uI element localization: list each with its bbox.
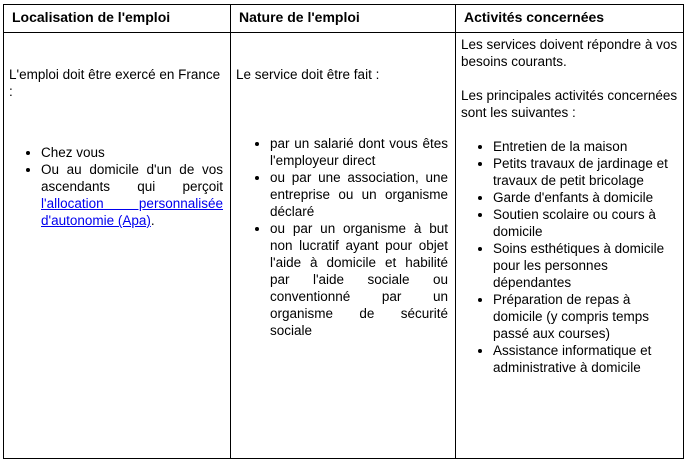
cell-activites xyxy=(456,33,684,459)
list-item-soins: • Soins esthétiques à domicile pour les personnes dépendantes xyxy=(493,240,678,291)
list-item-chez-vous: • Chez vous xyxy=(41,144,223,161)
apa-link[interactable]: l'allocation personnalisée d'autonomie (Apa) xyxy=(41,196,223,228)
header-localisation: Localisation de l'emploi xyxy=(4,5,231,33)
list-item-organisme: • ou par un organisme à but non lucratif ayant pour objet l'aide à domicile et habilité par l'aide sociale ou conventionné par un organisme de sécurité sociale xyxy=(270,220,448,339)
localisation-list xyxy=(9,144,225,229)
list-item-salarie: • par un salarié dont vous êtes l'employeur direct xyxy=(270,135,448,169)
list-item-ascendants xyxy=(41,161,223,229)
table-body-row xyxy=(4,33,684,459)
nature-list xyxy=(236,135,450,339)
table-header-row xyxy=(4,5,684,33)
activites-list xyxy=(461,138,678,376)
list-item-association: • ou par une association, une entreprise ou un organisme déclaré xyxy=(270,169,448,220)
nature-intro: Le service doit être fait : xyxy=(236,67,380,82)
activites-intro-2: Les principales activités concernées sont les suivantes : xyxy=(461,88,678,120)
ascendants-text: Ou au domicile d'un de vos ascendants qui perçoit xyxy=(41,162,223,194)
header-nature: Nature de l'emploi xyxy=(231,5,456,33)
list-item-entretien: • Entretien de la maison xyxy=(493,138,678,155)
header-activites: Activités concernées xyxy=(456,5,684,33)
list-item-garde: • Garde d'enfants à domicile xyxy=(493,189,678,206)
list-item-repas: • Préparation de repas à domicile (y compris temps passé aux courses) xyxy=(493,291,678,342)
cell-localisation xyxy=(4,33,231,459)
list-item-soutien: • Soutien scolaire ou cours à domicile xyxy=(493,206,678,240)
employment-conditions-table xyxy=(3,4,684,459)
ascendants-period: . xyxy=(150,213,155,228)
list-item-jardinage: • Petits travaux de jardinage et travaux de petit bricolage xyxy=(493,155,678,189)
activites-intro-1: Les services doivent répondre à vos besoins courants. xyxy=(461,37,678,69)
list-item-informatique: • Assistance informatique et administrative à domicile xyxy=(493,342,678,376)
localisation-intro: L'emploi doit être exercé en France : xyxy=(9,67,221,99)
cell-nature xyxy=(231,33,456,459)
